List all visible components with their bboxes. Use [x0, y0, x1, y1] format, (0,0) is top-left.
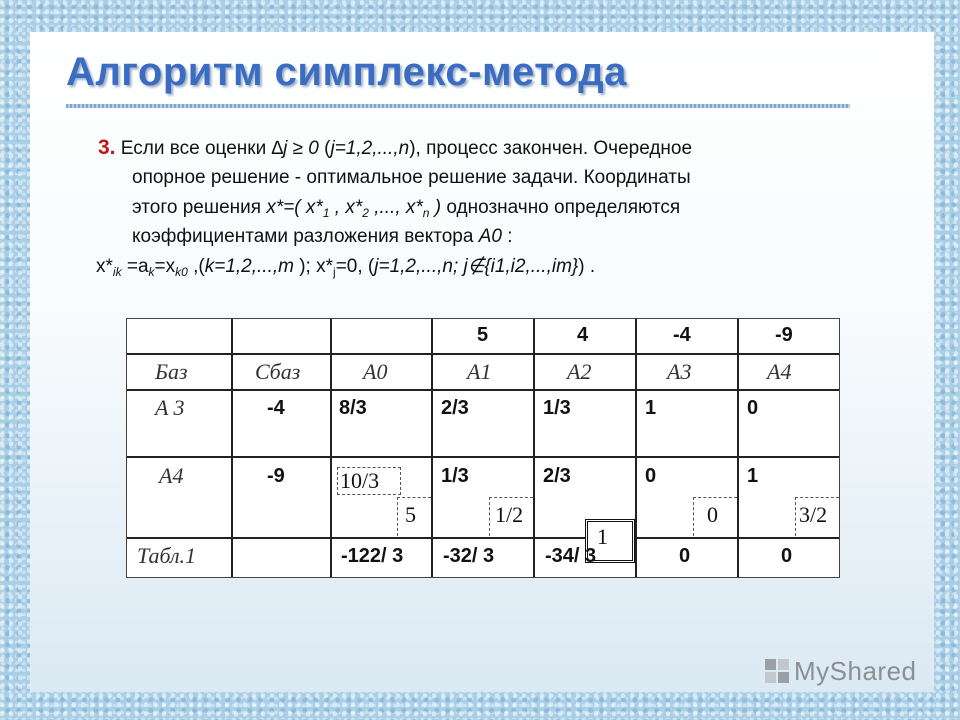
- row-cost: -9: [267, 465, 285, 487]
- header-a1: A1: [467, 359, 492, 384]
- table-cell: 1: [645, 397, 657, 419]
- table-cell: 1/3: [543, 397, 571, 419]
- sub-value: 1/2: [495, 502, 524, 527]
- text-fragment: (: [318, 138, 331, 159]
- text-line-5: [96, 255, 595, 284]
- delta-value: -34/ 3: [545, 545, 597, 567]
- sub-value: 5: [405, 502, 416, 527]
- text-fragment: этого решения: [132, 197, 267, 218]
- row-basis: A 3: [155, 395, 185, 420]
- grid-line: [127, 456, 839, 458]
- text-fragment: =0, (: [335, 256, 375, 277]
- sub-value: 3/2: [799, 502, 828, 527]
- text-fragment: A0: [478, 226, 502, 247]
- text-fragment: ), процесс закончен. Очередное: [409, 138, 693, 159]
- table-cell: 2/3: [543, 465, 571, 487]
- table-cell: 0: [747, 397, 759, 419]
- index-range: j=1,2,...,n: [330, 138, 410, 159]
- delta-value: -122/ 3: [341, 545, 404, 567]
- subscript: 1: [322, 206, 330, 220]
- text-fragment: x*: [96, 256, 113, 277]
- text-fragment: j=1,2,...,n; j∉{i1,i2,...,im}: [374, 256, 579, 277]
- slide-title: Алгоритм симплекс-метода: [66, 50, 627, 94]
- row-a0: 10/3: [337, 467, 401, 495]
- text-fragment: k=1,2,...,m: [204, 256, 294, 277]
- row-basis: A4: [159, 463, 184, 488]
- table-cell: 2/3: [441, 397, 469, 419]
- grid-line: [127, 389, 839, 391]
- text-line-4: [132, 225, 513, 249]
- text-fragment: =a: [121, 256, 149, 277]
- delta-condition: ∆j ≥ 0: [271, 138, 319, 159]
- header-basis: Баз: [155, 359, 188, 384]
- table-label: Табл.1: [137, 543, 197, 568]
- text-fragment: ,(: [187, 256, 205, 277]
- subscript: k0: [175, 265, 188, 279]
- row-a0: 8/3: [339, 397, 367, 419]
- row-cost: -4: [267, 397, 285, 419]
- grid-line: [127, 353, 839, 355]
- text-fragment: :: [501, 226, 513, 247]
- text-fragment: ): [429, 197, 442, 218]
- header-a3: A3: [667, 359, 692, 384]
- delta-value: 0: [679, 545, 691, 567]
- grid-line: [127, 537, 839, 539]
- cost-value: -9: [775, 324, 793, 346]
- myshared-logo: [764, 656, 917, 687]
- text-line-1: [98, 136, 692, 161]
- text-line-2: опорное решение - оптимальное решение задачи. Координаты: [132, 167, 691, 188]
- text-fragment: =x: [154, 256, 176, 277]
- subscript: j: [333, 265, 336, 279]
- table-cell: 1/3: [441, 465, 469, 487]
- text-fragment: коэффициентами разложения вектора: [132, 226, 479, 247]
- subscript: n: [422, 206, 430, 220]
- pivot-value: 1: [597, 524, 608, 549]
- subscript: ik: [112, 265, 122, 279]
- text-fragment: , x*: [329, 197, 363, 218]
- header-cbasis: Cбаз: [255, 359, 301, 384]
- cost-value: 5: [477, 324, 489, 346]
- cost-value: -4: [673, 324, 691, 346]
- myshared-icon: [764, 658, 790, 684]
- text-fragment: ,..., x*: [368, 197, 423, 218]
- text-fragment: однозначно определяются: [441, 197, 681, 218]
- header-a2: A2: [567, 359, 592, 384]
- text-fragment: ); x*: [293, 256, 334, 277]
- table-cell: 1: [747, 465, 759, 487]
- cost-value: 4: [577, 324, 589, 346]
- table-cell: 0: [645, 465, 657, 487]
- slide: [30, 32, 934, 692]
- title-underline: [66, 104, 850, 108]
- text-fragment: x*=( x*: [266, 197, 323, 218]
- delta-value: -32/ 3: [443, 545, 495, 567]
- delta-value: 0: [781, 545, 793, 567]
- subscript: k: [148, 265, 155, 279]
- simplex-table: [126, 318, 840, 578]
- step-number: 3.: [98, 136, 116, 159]
- text-fragment: Если все оценки: [120, 138, 272, 159]
- subscript: 2: [362, 206, 369, 220]
- sub-value: 0: [707, 502, 718, 527]
- text-fragment: ) .: [578, 256, 596, 277]
- header-a0: A0: [363, 359, 388, 384]
- header-a4: A4: [767, 359, 792, 384]
- text-line-3: [132, 196, 680, 225]
- logo-text: MyShared: [794, 656, 917, 686]
